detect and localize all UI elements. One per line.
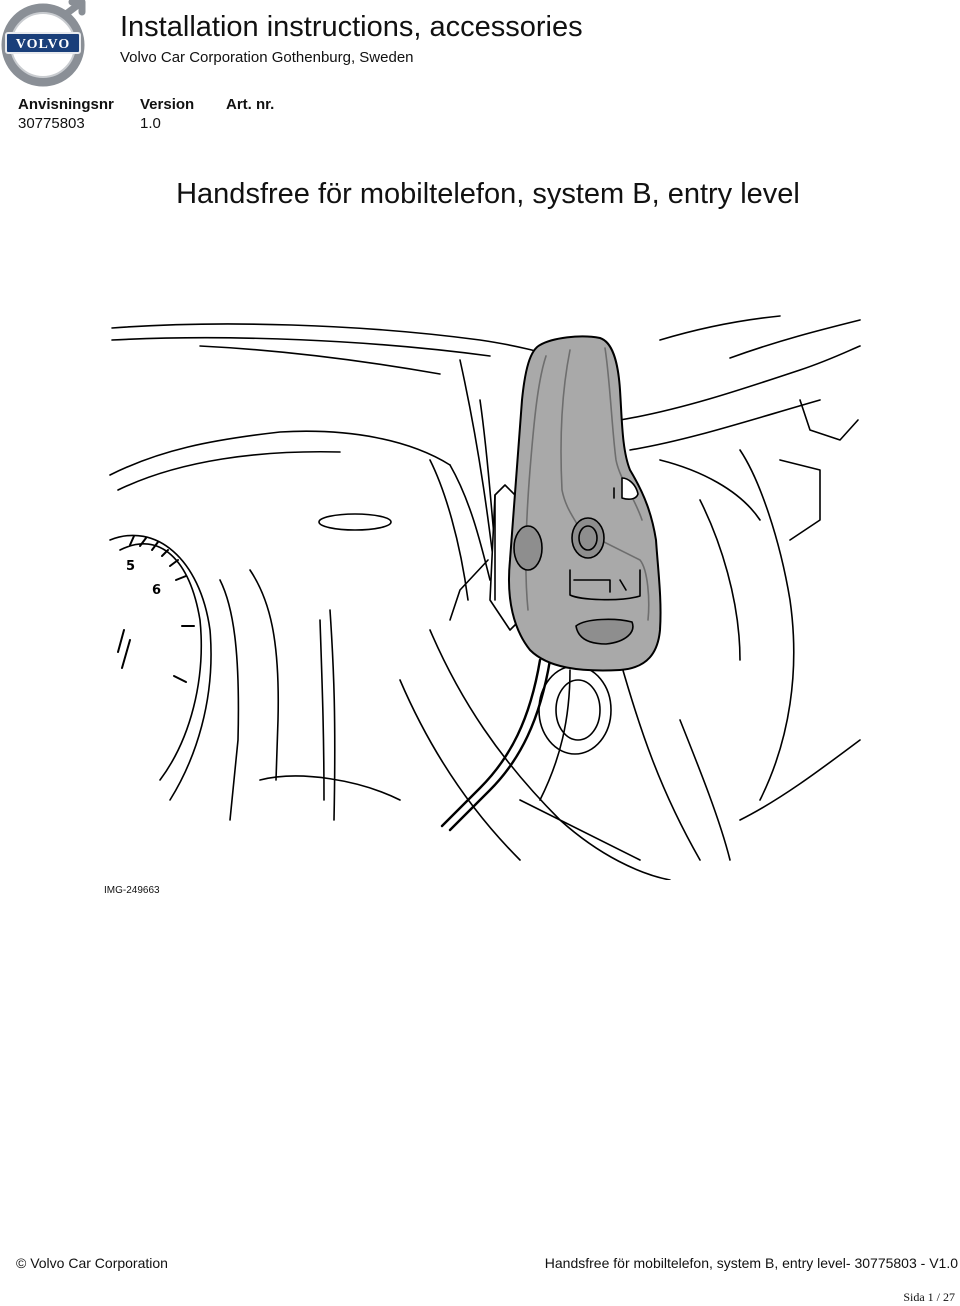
gauge-ticks	[118, 536, 194, 682]
footer-copyright: © Volvo Car Corporation	[16, 1255, 168, 1271]
page-number: Sida 1 / 27	[903, 1290, 955, 1304]
logo-wordmark: VOLVO	[15, 37, 71, 52]
footer-document-reference: Handsfree för mobiltelefon, system B, entry level- 30775803 - V1.0	[544, 1255, 958, 1271]
art-nr-label: Art. nr.	[226, 96, 275, 113]
main-heading: Handsfree för mobiltelefon, system B, entry level	[176, 178, 800, 210]
version-value: 1.0	[140, 115, 161, 132]
version-label: Version	[140, 96, 195, 113]
volvo-logo	[0, 0, 88, 88]
document-subtitle: Volvo Car Corporation Gothenburg, Sweden	[120, 49, 414, 66]
dashboard-phone-holder-illustration	[100, 300, 870, 880]
gauge-digit-5: 5	[126, 559, 136, 574]
image-caption: IMG-249663	[104, 885, 160, 896]
anvisningsnr-value: 30775803	[18, 115, 85, 132]
anvisningsnr-label: Anvisningsnr	[18, 96, 114, 113]
document-title: Installation instructions, accessories	[120, 11, 583, 43]
gauge-digit-6: 6	[152, 583, 162, 598]
